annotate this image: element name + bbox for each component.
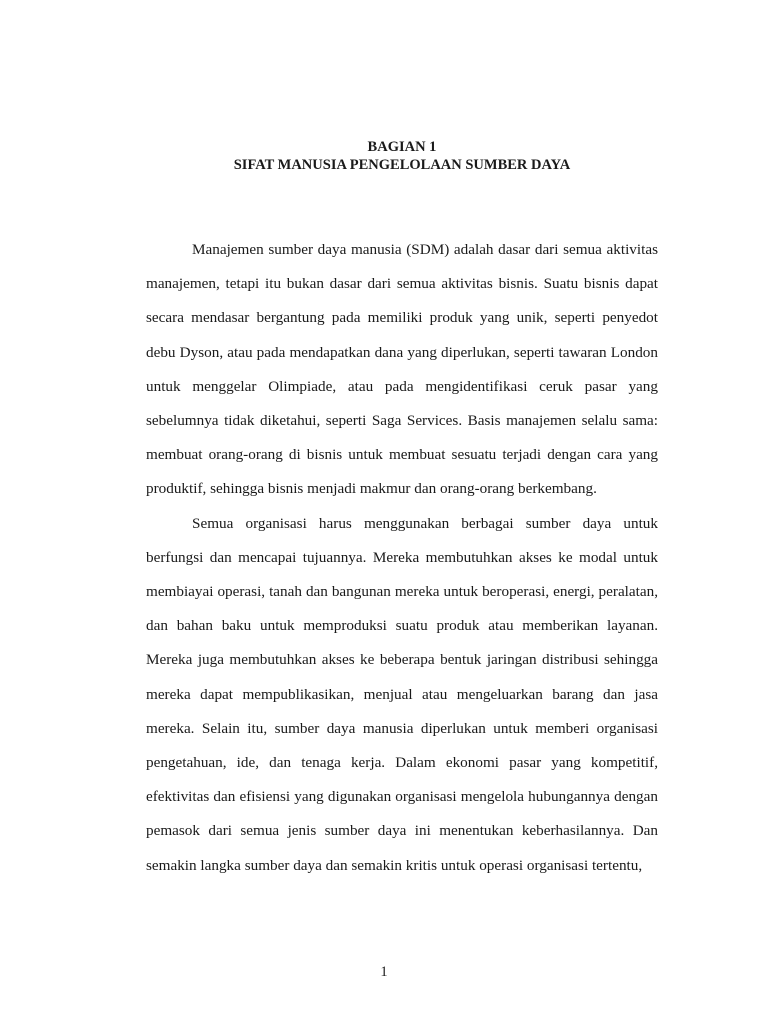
paragraph: Semua organisasi harus menggunakan berbagai sumber daya untuk berfungsi dan mencapai tujuannya. Mereka membutuhkan akses ke modal untuk membiayai operasi, tanah dan bangunan mereka untuk beroperasi, energi, peralatan, dan bahan baku untuk memproduksi suatu produk atau memberikan layanan. Mereka juga membutuhkan akses ke beberapa bentuk jaringan distribusi sehingga mereka dapat mempublikasikan, menjual atau mengeluarkan barang dan jasa mereka. Selain itu, sumber daya manusia diperlukan untuk memberi organisasi pengetahuan, ide, dan tenaga kerja. Dalam ekonomi pasar yang kompetitif, efektivitas dan efisiensi yang digunakan organisasi mengelola hubungannya dengan pemasok dari semua jenis sumber daya ini menentukan keberhasilannya. Dan semakin langka sumber daya dan semakin kritis untuk operasi organisasi tertentu,: [146, 514, 658, 874]
page-number: 1: [380, 964, 388, 980]
body-text: [146, 233, 658, 883]
chapter-heading: [146, 138, 658, 174]
paragraph: Manajemen sumber daya manusia (SDM) adalah dasar dari semua aktivitas manajemen, tetapi itu bukan dasar dari semua aktivitas bisnis. Suatu bisnis dapat secara mendasar bergantung pada memiliki produk yang unik, seperti penyedot debu Dyson, atau pada mendapatkan dana yang diperlukan, seperti tawaran London untuk menggelar Olimpiade, atau pada mengidentifikasi ceruk pasar yang sebelumnya tidak diketahui, seperti Saga Services. Basis manajemen selalu sama: membuat orang-orang di bisnis untuk membuat sesuatu terjadi dengan cara yang produktif, sehingga bisnis menjadi makmur dan orang-orang berkembang.: [146, 241, 658, 498]
chapter-number: BAGIAN 1: [367, 139, 437, 155]
chapter-title: SIFAT MANUSIA PENGELOLAAN SUMBER DAYA: [233, 157, 571, 173]
